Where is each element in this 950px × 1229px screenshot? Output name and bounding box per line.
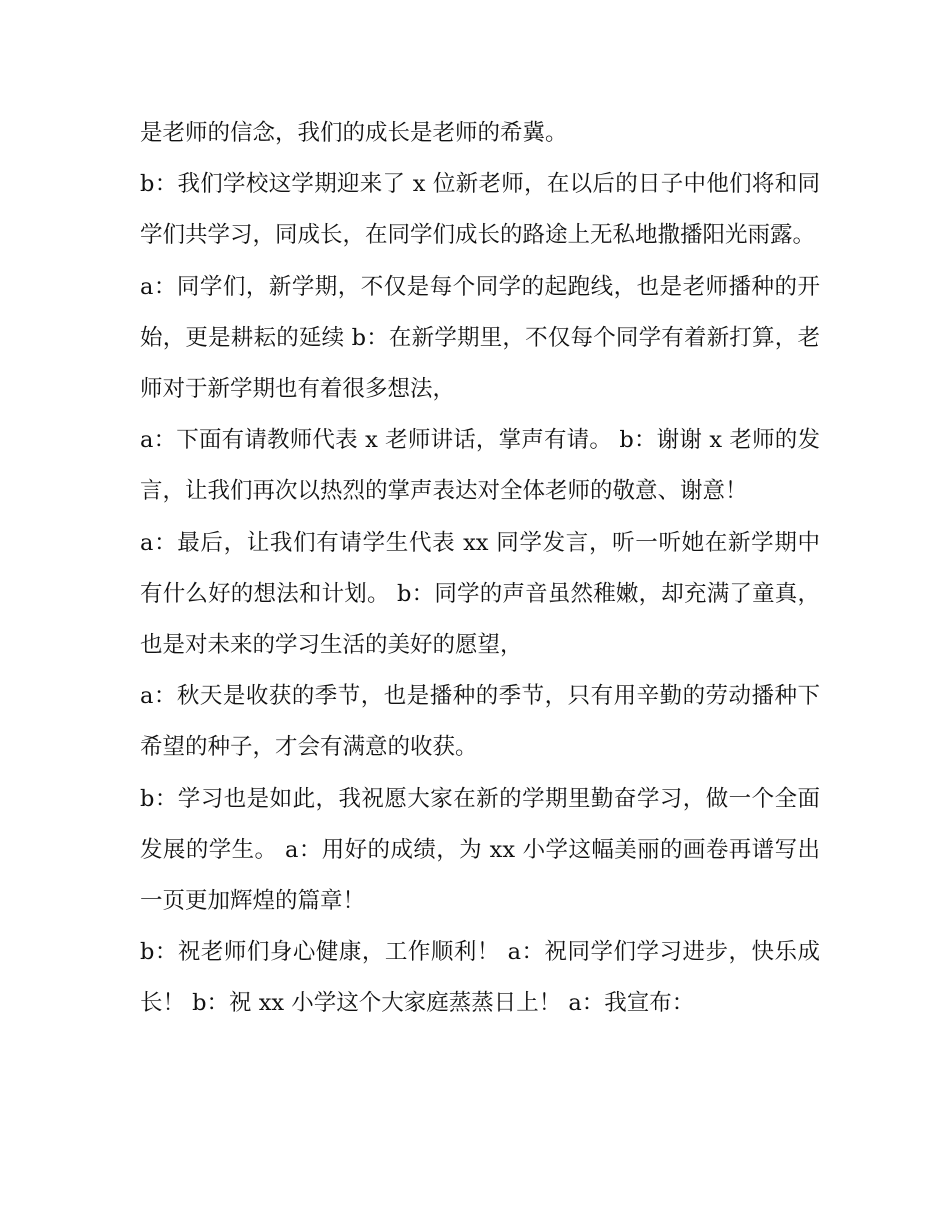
paragraph-4: a：下面有请教师代表 x 老师讲话，掌声有请。 b：谢谢 x 老师的发言，让我们再次以热烈的掌声表达对全体老师的敬意、谢意！	[140, 427, 820, 505]
paragraph-6: a：秋天是收获的季节，也是播种的季节，只有用辛勤的劳动播种下希望的种子，才会有满意的收获。	[140, 683, 820, 761]
paragraph-2: b：我们学校这学期迎来了 x 位新老师，在以后的日子中他们将和同学们共学习，同成长，在同学们成长的路途上无私地撒播阳光雨露。	[140, 171, 820, 249]
paragraph-7: b：学习也是如此，我祝愿大家在新的学期里勤奋学习，做一个全面发展的学生。 a：用好的成绩，为 xx 小学这幅美丽的画卷再谱写出一页更加辉煌的篇章！	[140, 785, 820, 915]
document-body	[140, 108, 820, 1030]
paragraph-3: a：同学们，新学期，不仅是每个同学的起跑线，也是老师播种的开始，更是耕耘的延续 b：在新学期里，不仅每个同学有着新打算，老师对于新学期也有着很多想法，	[140, 273, 820, 403]
paragraph-8: b：祝老师们身心健康，工作顺利！ a：祝同学们学习进步，快乐成长！ b：祝 xx 小学这个大家庭蒸蒸日上！ a：我宣布：	[140, 939, 820, 1017]
paragraph-5: a：最后，让我们有请学生代表 xx 同学发言，听一听她在新学期中有什么好的想法和计划。 b：同学的声音虽然稚嫩，却充满了童真，也是对未来的学习生活的美好的愿望，	[140, 529, 820, 659]
paragraph-1: 是老师的信念，我们的成长是老师的希冀。	[140, 120, 568, 146]
